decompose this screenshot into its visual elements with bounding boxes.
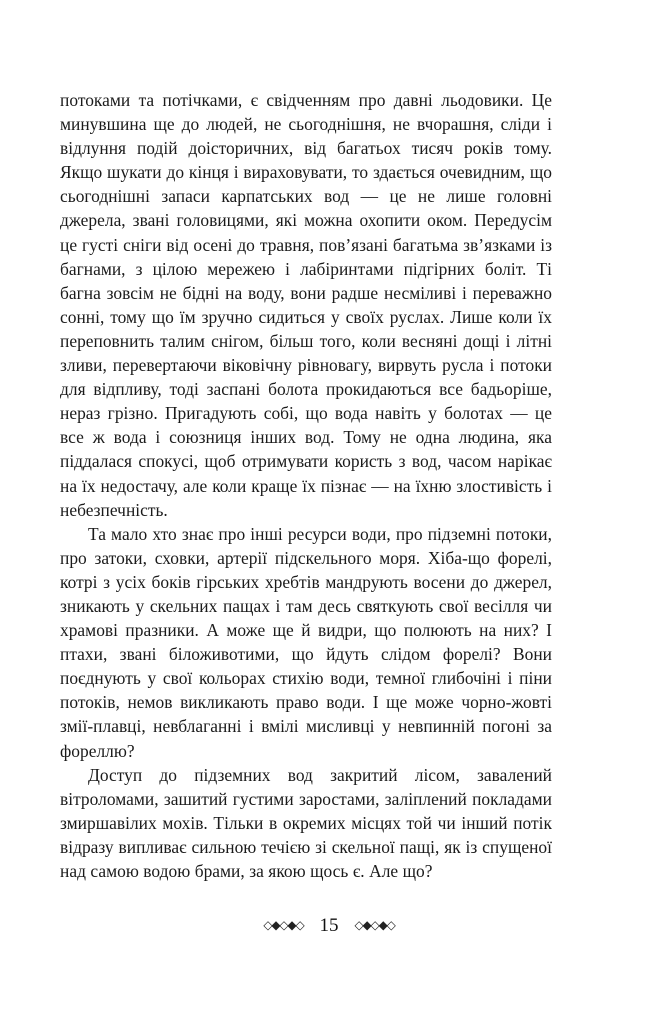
page-text-block (60, 88, 552, 883)
body-paragraph: потоками та потічками, є свідченням про давні льодовики. Це минувшина ще до людей, не сьогоднішня, не вчорашня, сліди і відлуння подій доісторичних, від багатьох тисяч років тому. Якщо шукати до кінця і вираховувати, то здається очевидним, що сьогоднішні запаси карпатських вод — це не лише головні джерела, звані головицями, які можна охопити оком. Передусім це густі сніги від осені до травня, пов’язані багатьма зв’язками із багнами, з цілою мережею і лабіринтами підгірних боліт. Ті багна зовсім не бідні на воду, вони радше несміливі і переважно сонні, тому що їм зручно сидиться у своїх руслах. Лише коли їх переповнить талим снігом, більш того, коли весняні дощі і літні зливи, перевертаючи віковічну рівновагу, вирвуть русла і потоки для відпливу, тоді заспані болота прокидаються все бадьоріше, нераз грізно. Пригадують собі, що вода навіть у болотах — це все ж вода і союзниця інших вод. Тому не одна людина, яка піддалася спокусі, щоб отримувати користь з вод, часом нарікає на їх недостачу, але коли краще їх пізнає — на їхню злостивість і небезпечність. (60, 90, 552, 520)
page-footer (0, 916, 658, 935)
body-paragraph: Та мало хто знає про інші ресурси води, про підземні потоки, про затоки, сховки, артерії підскельного моря. Хіба-що форелі, котрі з усіх боків гірських хребтів мандрують восени до джерел, зникають у скельних пащах і там десь святкують свої весілля чи храмові празники. А може ще й видри, що полюють на них? І птахи, звані біложивотими, що йдуть слідом форелі? Вони поєднують у свої кольорах стихію води, темної глибочіні і піни потоків, немов викликають право води. І ще може чорно-жовті змії-плавці, невблаганні і вмілі мисливці у невпинній погоні за фореллю? (60, 523, 552, 761)
ornament-left-icon: ◇◆◇◆◇ (263, 917, 304, 932)
ornament-right-icon: ◇◆◇◆◇ (354, 917, 395, 932)
page-number: 15 (319, 915, 339, 936)
body-paragraph: Доступ до підземних вод закритий лісом, завалений вітроломами, зашитий густими заростами, заліплений покладами змиршавілих мохів. Тільки в окремих місцях той чи інший потік відразу випливає сильною течією зі скельної пащі, як із спущеної над самою водою брами, за якою щось є. Але що? (60, 764, 552, 881)
